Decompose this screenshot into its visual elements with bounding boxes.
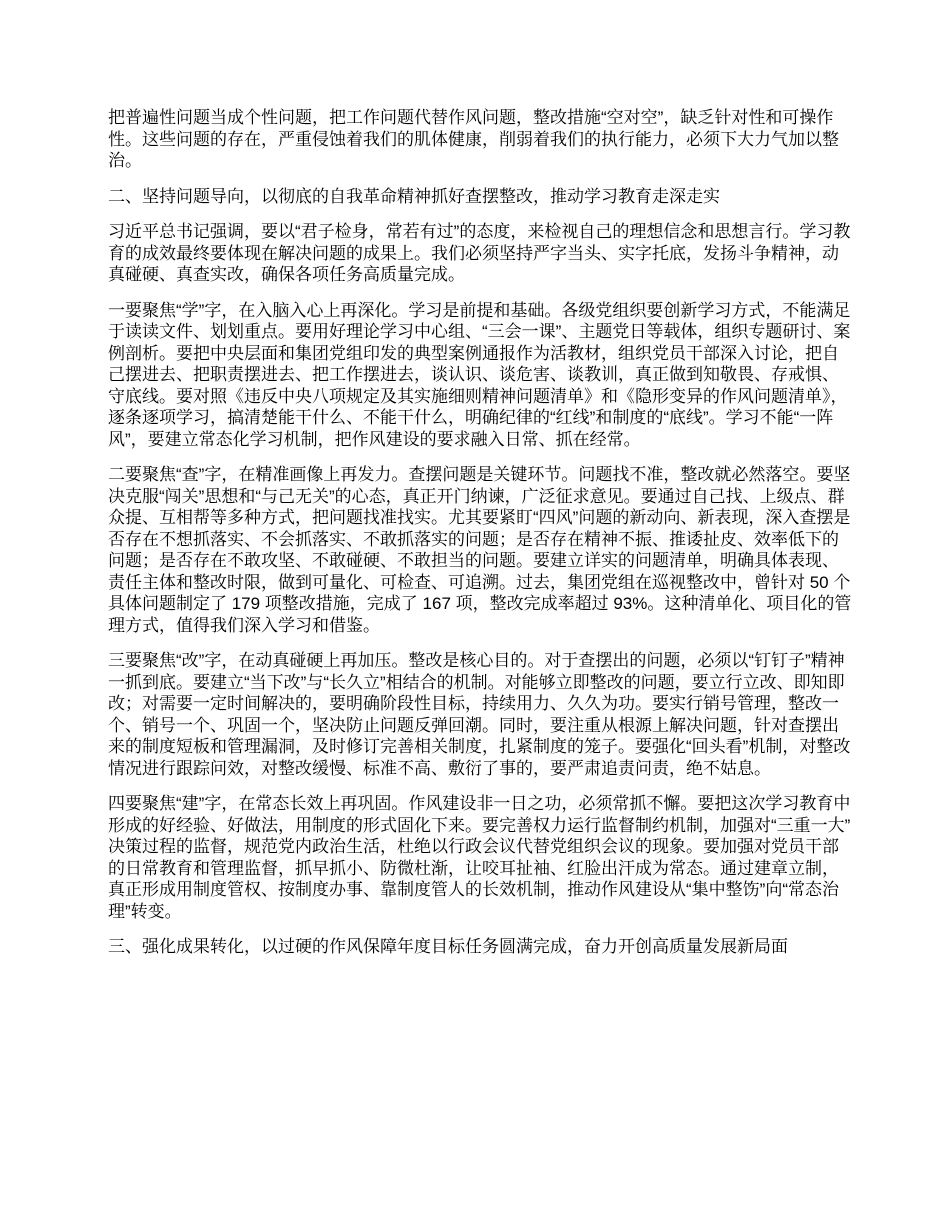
paragraph: 三要聚焦“改”字，在动真碰硬上再加压。整改是核心目的。对于查摆出的问题，必须以“钉钉子”精神一抓到底。要建立“当下改”与“长久立”相结合的机制。对能够立即整改的问题，要立行立改、即知即改；对需要一定时间解决的，要明确阶段性目标，持续用力、久久为功。要实行销号管理，整改一个、销号一个、巩固一个，坚决防止问题反弹回潮。同时，要注重从根源上解决问题，针对查摆出来的制度短板和管理漏洞，及时修订完善相关制度，扎紧制度的笼子。要强化“回头看”机制，对整改情况进行跟踪问效，对整改缓慢、标准不高、敷衍了事的，要严肃追责问责，绝不姑息。 xyxy=(108,651,851,778)
section-heading: 三、强化成果转化，以过硬的作风保障年度目标任务圆满完成，奋力开创高质量发展新局面 xyxy=(108,937,788,956)
paragraph: 习近平总书记强调，要以“君子检身，常若有过”的态度，来检视自己的理想信念和思想言行。学习教育的成效最终要体现在解决问题的成果上。我们必须坚持严字当头、实字托底，发扬斗争精神，动真碰硬、真查实改，确保各项任务高质量完成。 xyxy=(108,222,851,284)
paragraph: 二要聚焦“查”字，在精准画像上再发力。查摆问题是关键环节。问题找不准，整改就必然落空。要坚决克服“闯关”思想和“与己无关”的心态，真正开门纳谏，广泛征求意见。要通过自己找、上级点、群众提、互相帮等多种方式，把问题找准找实。尤其要紧盯“四风”问题的新动向、新表现，深入查摆是否存在不想抓落实、不会抓落实、不敢抓落实的问题；是否存在精神不振、推诿扯皮、效率低下的问题；是否存在不敢攻坚、不敢碰硬、不敢担当的问题。要建立详实的问题清单，明确具体表现、责任主体和整改时限，做到可量化、可检查、可追溯。过去，集团党组在巡视整改中，曾针对 50 个具体问题制定了 179 项整改措施，完成了 167 项，整改完成率超过 93%。这种清单化、项目化的管理方式，值得我们深入学习和借鉴。 xyxy=(108,465,852,635)
paragraph: 四要聚焦“建”字，在常态长效上再巩固。作风建设非一日之功，必须常抓不懈。要把这次学习教育中形成的好经验、好做法，用制度的形式固化下来。要完善权力运行监督制约机制，加强对“三重一大”决策过程的监督，规范党内政治生活，杜绝以行政会议代替党组织会议的现象。要加强对党员干部的日常教育和管理监督，抓早抓小、防微杜渐，让咬耳扯袖、红脸出汗成为常态。通过建章立制，真正形成用制度管权、按制度办事、靠制度管人的长效机制，推动作风建设从“集中整饬”向“常态治理”转变。 xyxy=(108,794,851,921)
paragraph: 把普遍性问题当成个性问题，把工作问题代替作风问题，整改措施“空对空”，缺乏针对性和可操作性。这些问题的存在，严重侵蚀着我们的肌体健康，削弱着我们的执行能力，必须下大力气加以整治。 xyxy=(108,108,839,170)
paragraph: 一要聚焦“学”字，在入脑入心上再深化。学习是前提和基础。各级党组织要创新学习方式，不能满足于读读文件、划划重点。要用好理论学习中心组、“三会一课”、主题党日等载体，组织专题研讨、案例剖析。要把中央层面和集团党组印发的典型案例通报作为活教材，组织党员干部深入讨论，把自己摆进去、把职责摆进去、把工作摆进去，谈认识、谈危害、谈教训，真正做到知敬畏、存戒惧、守底线。要对照《违反中央八项规定及其实施细则精神问题清单》和《隐形变异的作风问题清单》，逐条逐项学习，搞清楚能干什么、不能干什么，明确纪律的“红线”和制度的“底线”。学习不能“一阵风”，要建立常态化学习机制，把作风建设的要求融入日常、抓在经常。 xyxy=(108,300,851,449)
section-heading: 二、坚持问题导向，以彻底的自我革命精神抓好查摆整改，推动学习教育走深走实 xyxy=(108,186,720,206)
